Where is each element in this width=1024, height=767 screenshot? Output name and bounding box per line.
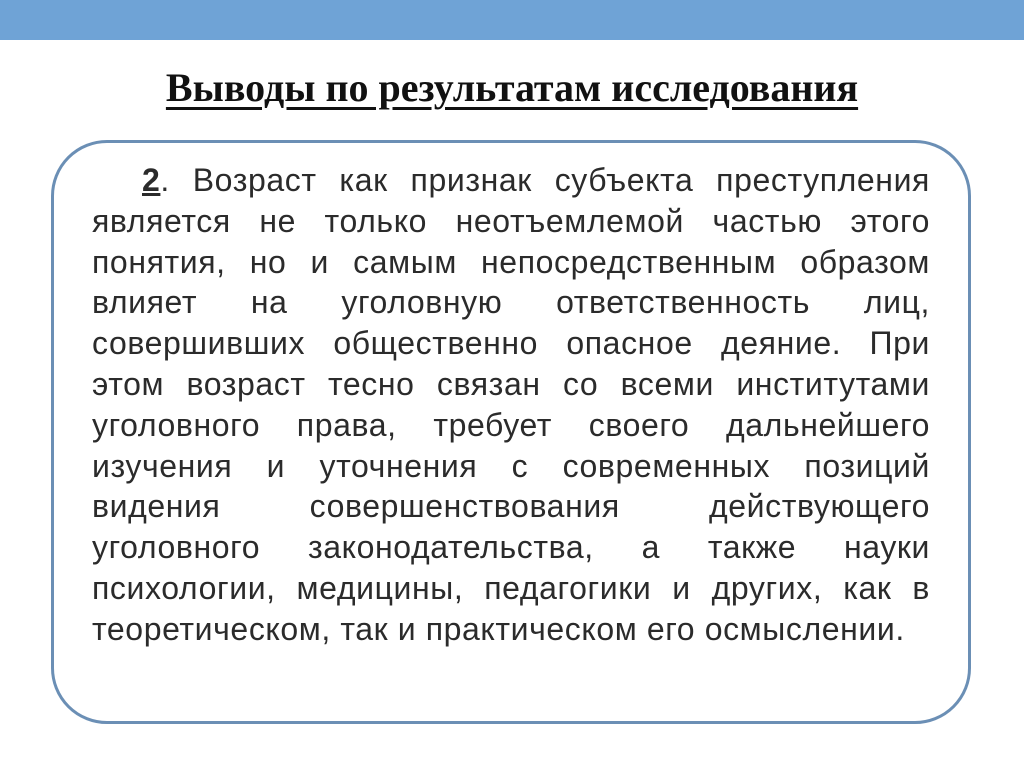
paragraph-text: . Возраст как признак субъекта преступления является не только неотъемлемой частью этого понятия, но и самым непосредственным образом влияет на уголовную ответственность лиц, совершивших общественно опасное деяние. При этом возраст тесно связан со всеми институтами уголовного права, требует своего дальнейшего изучения и уточнения с современных позиций видения совершенствования действующего уголовного законодательства, а также науки психологии, медицины, педагогики и других, как в теоретическом, так и практическом его осмыслении. [92, 162, 930, 647]
slide-title-container [0, 62, 1024, 114]
top-accent-bar [0, 0, 1024, 40]
paragraph-number: 2 [142, 162, 161, 198]
conclusion-paragraph [92, 160, 930, 650]
slide-title: Выводы по результатам исследования [165, 65, 859, 110]
conclusion-text-box [51, 140, 971, 724]
